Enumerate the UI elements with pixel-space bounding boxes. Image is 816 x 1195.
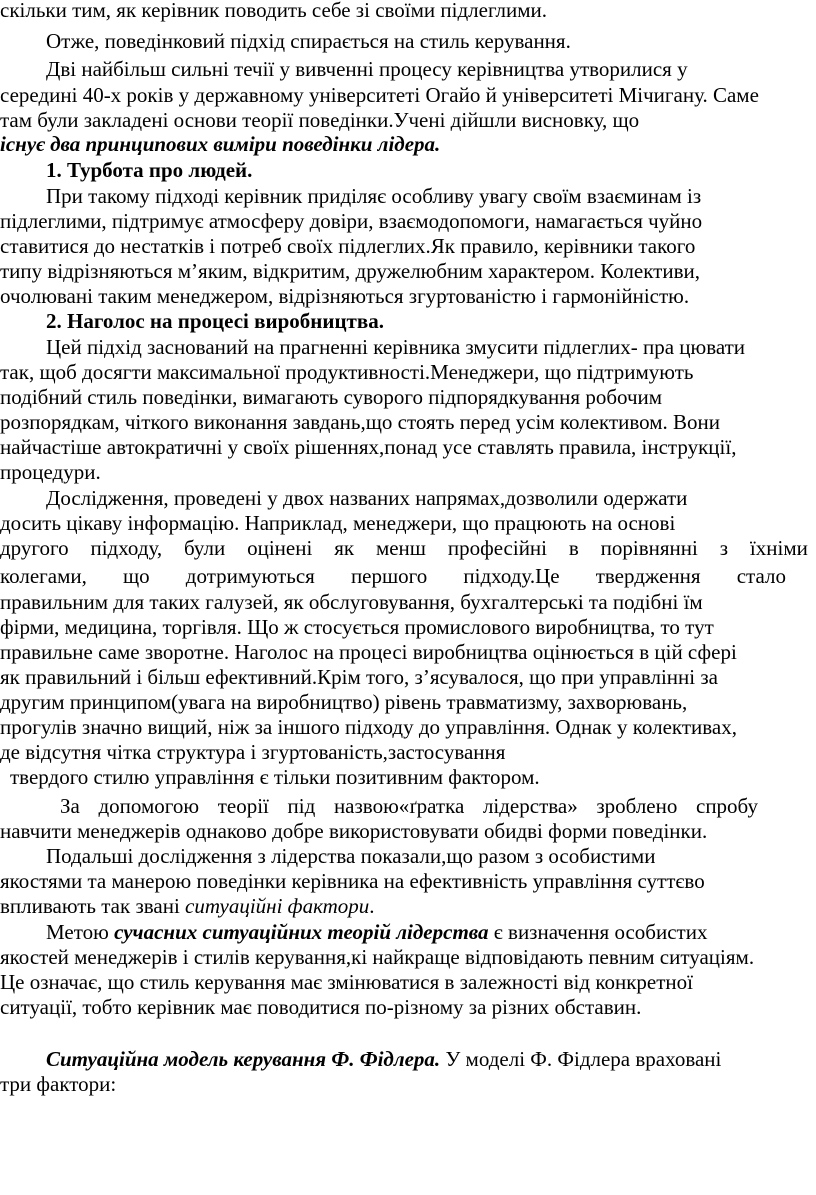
text-line: подібний стиль поведінки, вимагають суворого підпорядкування робочим bbox=[0, 385, 663, 409]
text-run: є визначення особистих bbox=[488, 920, 708, 944]
text-line: розпорядкам, чіткого виконання завдань,що стоять перед усім колективом. Вони bbox=[0, 410, 721, 434]
text-line: правильним для таких галузей, як обслуговування, бухгалтерські та подібні їм bbox=[0, 590, 703, 614]
text-line: ставитися до нестатків і потреб своїх підлеглих.Як правило, керівники такого bbox=[0, 234, 696, 258]
text-line: Це означає, що стиль керування має змінюватися в залежності від конкретної bbox=[0, 970, 693, 994]
section-heading-production: 2. Наголос на процесі виробництва. bbox=[46, 309, 384, 333]
text-run: Метою bbox=[46, 920, 115, 944]
text-line: найчастіше автократичні у своїх рішеннях,понад усе ставлять правила, інструкції, bbox=[0, 435, 737, 459]
text-line: типу відрізняються м’яким, відкритим, дружелюбним характером. Колективи, bbox=[0, 259, 700, 283]
word: твердження bbox=[595, 564, 701, 588]
text-line: три фактори: bbox=[0, 1072, 117, 1096]
paragraph-text: Подальші дослідження з лідерства показали,що разом з особистими bbox=[46, 844, 656, 868]
text-line: досить цікаву інформацію. Наприклад, менеджери, що працюють на основі bbox=[0, 511, 676, 535]
word: що bbox=[123, 564, 150, 588]
word: були bbox=[184, 536, 226, 560]
text-line: так, щоб досягти максимальної продуктивності.Менеджери, що підтримують bbox=[0, 360, 694, 384]
paragraph-text: Отже, поведінковий підхід спирається на стиль керування. bbox=[46, 29, 571, 53]
word: спробу bbox=[696, 794, 758, 818]
word: менш bbox=[375, 536, 426, 560]
paragraph-text: Дослідження, проведені у двох названих напрямах,дозволили одержати bbox=[46, 486, 688, 510]
justified-line bbox=[0, 535, 808, 562]
text-line: де відсутня чітка структура і згуртованість,застосування bbox=[0, 740, 506, 764]
word: другого bbox=[0, 536, 69, 560]
paragraph-text: Дві найбільш сильні течії у вивченні процесу керівництва утворилися у bbox=[46, 57, 688, 81]
text-line: підлеглими, підтримує атмосферу довіри, взаємодопомоги, намагається чуйно bbox=[0, 209, 703, 233]
text-run: впливають так звані bbox=[0, 894, 186, 918]
text-line: очолювані таким менеджером, відрізняються згуртованістю і гармонійністю. bbox=[0, 284, 690, 308]
word: під bbox=[287, 794, 316, 818]
word: дотримуються bbox=[185, 564, 315, 588]
text-line: якостями та манерою поведінки керівника на ефективність управління суттєво bbox=[0, 869, 705, 893]
word: професійні bbox=[447, 536, 547, 560]
justified-line bbox=[60, 793, 758, 820]
word: в bbox=[568, 536, 579, 560]
text-run: У моделі Ф. Фідлера враховані bbox=[440, 1047, 722, 1071]
text-run: . bbox=[369, 894, 375, 918]
word: стало bbox=[736, 564, 786, 588]
text-line: процедури. bbox=[0, 460, 101, 484]
text-line: прогулів значно вищий, ніж за іншого підходу до управління. Однак у колективах, bbox=[0, 715, 737, 739]
fiedler-line bbox=[46, 1046, 721, 1073]
word: як bbox=[334, 536, 355, 560]
word: першого bbox=[350, 564, 428, 588]
text-line: якостей менеджерів і стилів керування,кі найкраще відповідають певним ситуаціям. bbox=[0, 945, 755, 969]
italic-term: ситуаційні фактори bbox=[185, 894, 370, 918]
word: лідерства» bbox=[482, 794, 578, 818]
text-line: як правильний і більш ефективний.Крім того, з’ясувалося, що при управлінні за bbox=[0, 665, 718, 689]
text-line: другим принципом(увага на виробництво) рівень травматизму, захворювань, bbox=[0, 690, 688, 714]
word: з bbox=[719, 536, 729, 560]
fiedler-model-heading: Ситуаційна модель керування Ф. Фідлера. bbox=[46, 1047, 441, 1071]
word: теорії bbox=[217, 794, 269, 818]
emphasized-statement: існує два принципових виміри поведінки лідера. bbox=[0, 132, 441, 156]
word: допомогою bbox=[98, 794, 200, 818]
text-line: середині 40-х років у державному університеті Огайо й університеті Мічигану. Саме bbox=[0, 83, 759, 107]
justified-line bbox=[0, 563, 786, 590]
word: підходу, bbox=[90, 536, 163, 560]
word: оцінені bbox=[247, 536, 313, 560]
text-line: скільки тим, як керівник поводить себе зі своїми підлеглими. bbox=[0, 0, 547, 22]
word: колегами, bbox=[0, 564, 87, 588]
section-heading-people: 1. Турбота про людей. bbox=[46, 158, 253, 182]
word: їхніми bbox=[749, 536, 808, 560]
text-line: там були закладені основи теорії поведінки.Учені дійшли висновку, що bbox=[0, 108, 640, 132]
paragraph-text: При такому підході керівник приділяє особливу увагу своїм взаєминам із bbox=[46, 184, 702, 208]
text-line: ситуації, тобто керівник має поводитися по-різному за різних обставин. bbox=[0, 995, 642, 1019]
word: За bbox=[60, 794, 80, 818]
word: порівнянні bbox=[600, 536, 698, 560]
text-line: твердого стилю управління є тільки позитивним фактором. bbox=[10, 765, 540, 789]
text-line: правильне саме зворотне. Наголос на процесі виробництва оцінюється в цій сфері bbox=[0, 640, 737, 664]
word: підходу.Це bbox=[463, 564, 560, 588]
text-line: фірми, медицина, торгівля. Що ж стосується промислового виробництва, то тут bbox=[0, 615, 714, 639]
text-line: навчити менеджерів однаково добре використовувати обидві форми поведінки. bbox=[0, 819, 708, 843]
emphasized-term: сучасних ситуаційних теорій лідерства bbox=[114, 920, 489, 944]
factors-line bbox=[0, 893, 375, 920]
word: зроблено bbox=[596, 794, 678, 818]
paragraph-text: Цей підхід заснований на прагненні керівника змусити підлеглих- пра цювати bbox=[46, 335, 746, 359]
word: назвою«ґратка bbox=[333, 794, 465, 818]
goal-line bbox=[46, 919, 707, 946]
